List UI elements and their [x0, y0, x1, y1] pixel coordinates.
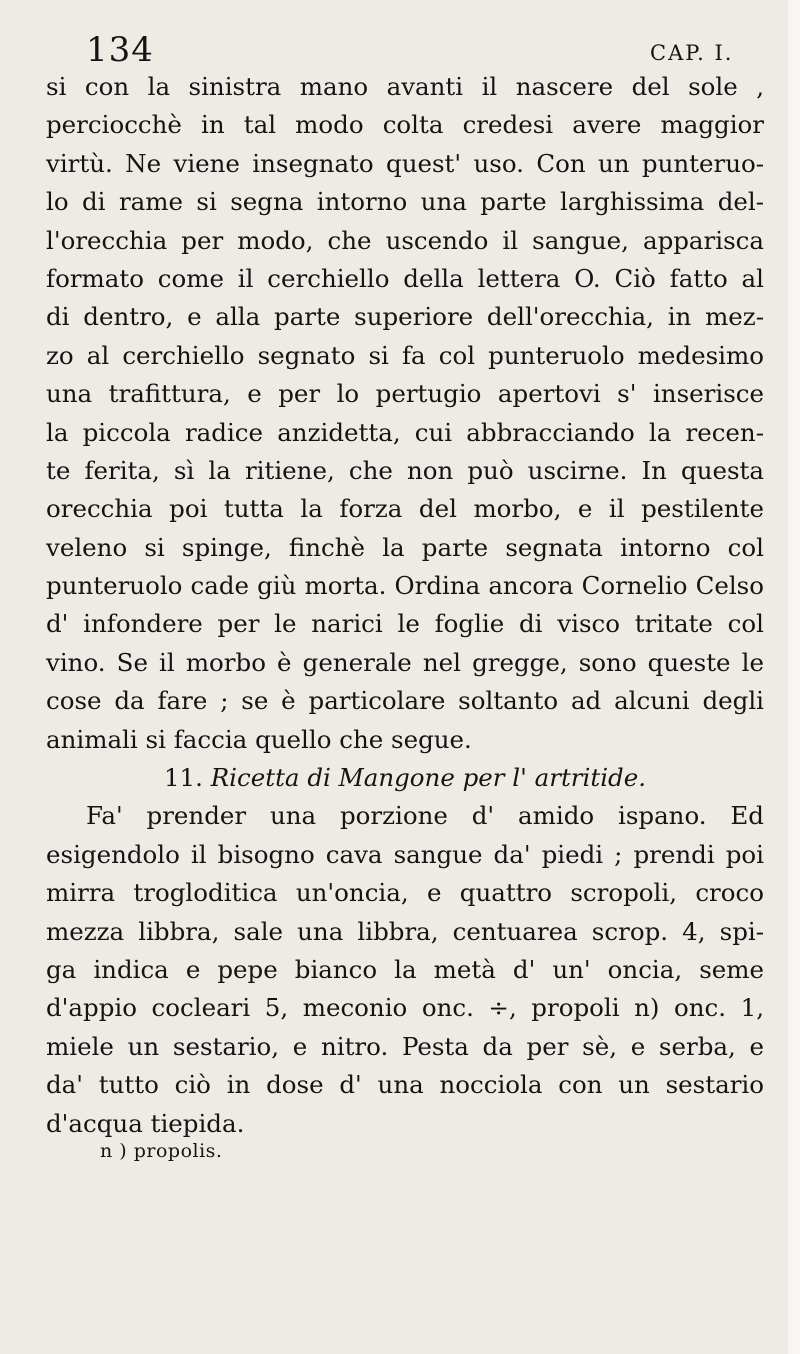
text-line: perciocchè in tal modo colta credesi avere maggior: [46, 110, 764, 140]
text-line: Fa' prender una porzione d' amido ispano. Ed: [86, 801, 764, 831]
section-title: Ricetta di Mangone per l' artritide.: [210, 763, 647, 793]
text-line: d'appio cocleari 5, meconio onc. ÷, propoli n) onc. 1,: [46, 993, 764, 1023]
text-line: veleno si spinge, finchè la parte segnata intorno col: [46, 532, 764, 562]
text-line: si con la sinistra mano avanti il nascere del sole ,: [46, 72, 764, 101]
text-line: virtù. Ne viene insegnato quest' uso. Con un punteruo-: [46, 148, 764, 178]
body-text: [46, 68, 764, 1143]
text-line: esigendolo il bisogno cava sangue da' piedi ; prendi poi: [46, 839, 764, 869]
section-number: 11.: [163, 763, 203, 793]
text-line: cose da fare ; se è particolare soltanto ad alcuni degli: [46, 686, 764, 716]
text-line: ga indica e pepe bianco la metà d' un' oncia, seme: [46, 954, 764, 984]
text-line: d'acqua tiepida.: [46, 1108, 245, 1138]
text-line: orecchia poi tutta la forza del morbo, e il pestilente: [46, 494, 764, 524]
text-line: una trafittura, e per lo pertugio apertovi s' inserisce: [46, 379, 764, 409]
text-line: formato come il cerchiello della lettera O. Ciò fatto al: [46, 263, 764, 293]
section-heading: [46, 759, 764, 797]
text-line: animali si faccia quello che segue.: [46, 724, 472, 754]
text-line: lo di rame si segna intorno una parte larghissima del-: [46, 187, 764, 217]
text-line: miele un sestario, e nitro. Pesta da per sè, e serba, e: [46, 1031, 764, 1061]
text-line: l'orecchia per modo, che uscendo il sangue, apparisca: [46, 225, 764, 255]
text-line: la piccola radice anzidetta, cui abbracciando la recen-: [46, 417, 764, 447]
running-head: CAP. I.: [650, 41, 734, 65]
text-line: mezza libbra, sale una libbra, centuarea scrop. 4, spi-: [46, 916, 764, 946]
text-line: di dentro, e alla parte superiore dell'orecchia, in mez-: [46, 302, 764, 332]
text-line: zo al cerchiello segnato si fa col punteruolo medesimo: [46, 340, 764, 370]
page-number: 134: [86, 30, 154, 70]
text-line: vino. Se il morbo è generale nel gregge, sono queste le: [46, 647, 764, 677]
text-line: mirra trogloditica un'oncia, e quattro scropoli, croco: [46, 878, 764, 908]
text-line: d' infondere per le narici le foglie di visco tritate col: [46, 609, 764, 639]
page-edge: [788, 0, 800, 1354]
text-line: punteruolo cade giù morta. Ordina ancora Cornelio Celso: [46, 571, 764, 601]
text-line: da' tutto ciò in dose d' una nocciola con un sestario: [46, 1070, 764, 1100]
text-line: te ferita, sì la ritiene, che non può uscirne. In questa: [46, 455, 764, 485]
footnote: n ) propolis.: [100, 1140, 223, 1162]
